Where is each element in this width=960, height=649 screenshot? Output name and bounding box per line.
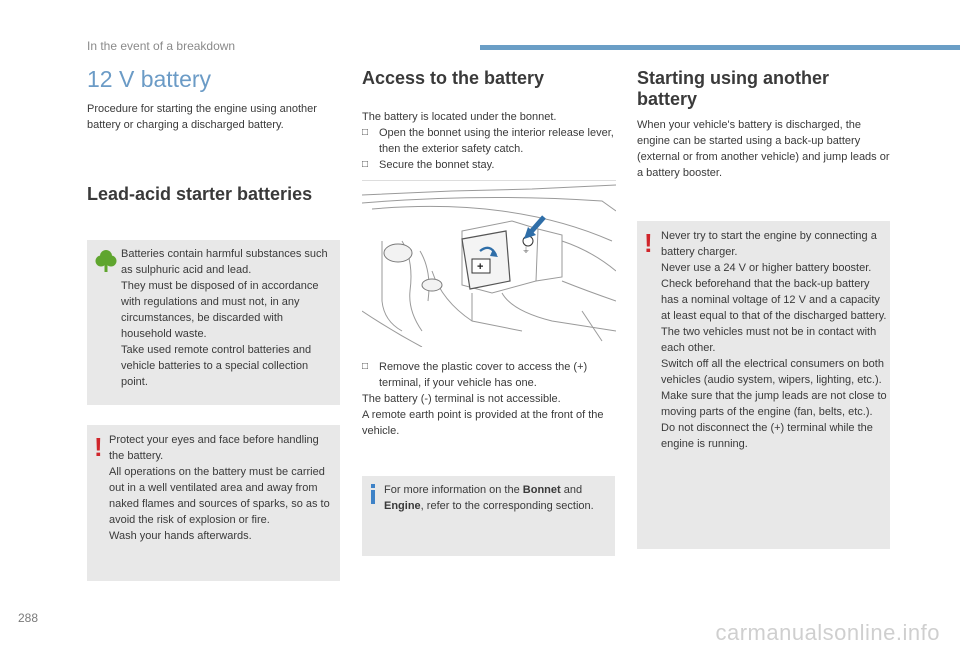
starting-warning-line: Check beforehand that the back-up battery has a nominal voltage of 12 V and a capacity at least equal to that of the discharged battery.: [661, 278, 887, 322]
warning-icon: !: [644, 228, 653, 258]
battery-location-text: The battery is located under the bonnet.: [362, 111, 557, 123]
starting-warning-text: [661, 228, 887, 452]
leaf-eco-icon: [95, 249, 117, 273]
warning-icon: !: [94, 432, 103, 462]
safety-warning-box: [87, 425, 340, 581]
info-text: [384, 482, 604, 514]
info-text-part: , refer to the corresponding section.: [420, 500, 594, 512]
info-text-part: and: [560, 484, 583, 496]
intro-text: Procedure for starting the engine using another battery or charging a discharged battery.: [87, 103, 317, 131]
starting-warning-line: The two vehicles must not be in contact with each other.: [661, 326, 877, 354]
lead-acid-heading: Lead-acid starter batteries: [87, 184, 313, 204]
step-text: Secure the bonnet stay.: [379, 159, 495, 171]
starting-warning-line: Switch off all the electrical consumers on both vehicles (audio system, wipers, lighting, etc.).: [661, 358, 884, 386]
plus-terminal-icon: +: [477, 261, 484, 273]
info-text-part: For more information on the: [384, 484, 523, 496]
negative-terminal-note: The battery (-) terminal is not accessible.: [362, 393, 561, 405]
starting-warning-line: Do not disconnect the (+) terminal while the engine is running.: [661, 422, 873, 450]
step-text: Remove the plastic cover to access the (+) terminal, if your vehicle has one.: [379, 361, 588, 389]
watermark: carmanualsonline.info: [715, 620, 940, 645]
environment-note-box: [87, 240, 340, 405]
starting-intro: When your vehicle's battery is discharged, the engine can be started using a back-up battery (external or from another vehicle) and jump leads or a battery booster.: [637, 119, 890, 179]
bonnet-reference: Bonnet: [522, 484, 561, 496]
access-steps: [362, 109, 615, 173]
step-secure-stay: [362, 157, 615, 173]
environment-note-line: Batteries contain harmful substances such as sulphuric acid and lead.: [121, 248, 328, 276]
starting-heading: Starting using another battery: [637, 68, 830, 109]
environment-note-text: [121, 246, 333, 390]
engine-bay-illustration: [362, 180, 616, 347]
safety-warning-line: Wash your hands afterwards.: [109, 530, 252, 542]
page-title: 12 V battery: [87, 66, 212, 92]
info-icon-dot: [371, 484, 375, 488]
step-remove-cover: [362, 359, 615, 391]
environment-note-line: They must be disposed of in accordance with regulations and must not, in any circumstances, be discarded with household waste.: [121, 280, 319, 340]
starting-warning-line: Never try to start the engine by connecting a battery charger.: [661, 230, 877, 258]
bullet-mark: □: [362, 361, 369, 372]
earth-point-icon: ⏚: [522, 246, 530, 255]
starting-warning-box: [637, 221, 890, 549]
step-text: Open the bonnet using the interior release lever, then the exterior safety catch.: [379, 127, 614, 155]
section-header: In the event of a breakdown: [87, 39, 236, 53]
earth-point-note: A remote earth point is provided at the front of the vehicle.: [362, 409, 604, 437]
bullet-mark: □: [362, 127, 369, 138]
environment-note-line: Take used remote control batteries and vehicle batteries to a special collection point.: [121, 344, 312, 388]
info-box: [362, 476, 615, 556]
access-notes: [362, 359, 615, 439]
header-accent-bar: [480, 45, 960, 50]
bullet-mark: □: [362, 159, 369, 170]
access-heading: Access to the battery: [362, 68, 545, 88]
starting-warning-line: Make sure that the jump leads are not close to moving parts of the engine (fan, belts, etc.).: [661, 390, 887, 418]
info-icon-bar: [371, 490, 375, 504]
starting-warning-line: Never use a 24 V or higher battery booster.: [661, 262, 872, 274]
page-number: 288: [18, 611, 39, 625]
engine-reference: Engine: [384, 500, 421, 512]
safety-warning-line: Protect your eyes and face before handling the battery.: [109, 434, 319, 462]
safety-warning-text: [109, 432, 335, 544]
step-open-bonnet: [362, 125, 615, 157]
info-icon: [370, 484, 378, 504]
safety-warning-line: All operations on the battery must be carried out in a well ventilated area and away from naked flames and sources of sparks, so as to avoid the risk of explosion or fire.: [109, 466, 330, 526]
